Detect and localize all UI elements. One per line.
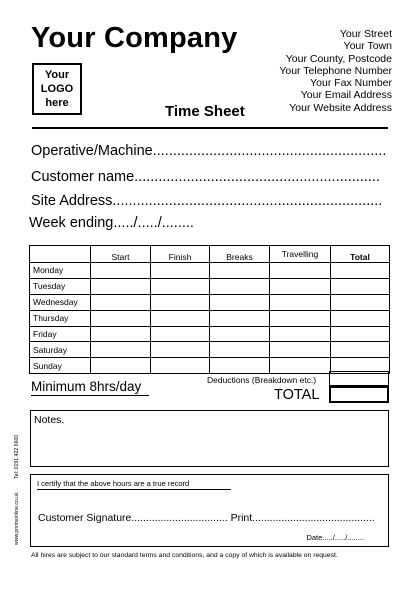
column-header-start: Start: [91, 246, 151, 263]
cell-travelling[interactable]: [270, 358, 331, 374]
table-row: [30, 278, 390, 294]
certify-statement: I certify that the above hours are a true record: [37, 479, 190, 488]
week-ending-field[interactable]: Week ending...../...../........: [29, 215, 194, 231]
company-name: Your Company: [31, 22, 238, 54]
address-telephone: Your Telephone Number: [279, 64, 392, 77]
logo-line: here: [45, 97, 69, 109]
address-town: Your Town: [343, 40, 392, 53]
cell-total[interactable]: [331, 278, 390, 294]
cell-finish[interactable]: [151, 278, 210, 294]
signature-date-field[interactable]: Date...../...../........: [306, 533, 364, 542]
minimum-hours-underline: [31, 395, 149, 396]
customer-name-field[interactable]: Customer name.............................................................: [31, 169, 380, 185]
deductions-label: Deductions (Breakdown etc.): [207, 375, 317, 385]
sheet-title: Time Sheet: [165, 103, 245, 120]
day-label: Sunday: [30, 358, 91, 374]
timesheet-table: [29, 245, 390, 374]
cell-breaks[interactable]: [210, 358, 270, 374]
cell-breaks[interactable]: [210, 310, 270, 326]
cell-start[interactable]: [91, 310, 151, 326]
cell-breaks[interactable]: [210, 278, 270, 294]
certify-underline: [37, 489, 231, 490]
cell-start[interactable]: [91, 263, 151, 279]
address-fax: Your Fax Number: [310, 77, 392, 90]
address-street: Your Street: [339, 28, 392, 40]
cell-finish[interactable]: [151, 263, 210, 279]
logo-line: Your: [44, 69, 70, 81]
table-row: [30, 310, 390, 326]
cell-travelling[interactable]: [270, 294, 331, 310]
table-row: [30, 263, 390, 279]
notes-area[interactable]: [30, 410, 389, 467]
day-label: Monday: [30, 263, 91, 279]
table-row: [30, 294, 390, 310]
address-website: Your Website Address: [289, 101, 392, 114]
printer-website: www.printsonline.co.uk: [14, 492, 20, 545]
column-header-day: [30, 246, 91, 263]
address-county: Your County, Postcode: [285, 52, 392, 65]
minimum-hours-note: Minimum 8hrs/day: [31, 379, 142, 394]
cell-finish[interactable]: [151, 358, 210, 374]
cell-total[interactable]: [331, 310, 390, 326]
cell-total[interactable]: [331, 342, 390, 358]
header-divider: [32, 127, 388, 129]
day-label: Wednesday: [30, 294, 91, 310]
cell-finish[interactable]: [151, 294, 210, 310]
day-label: Thursday: [30, 310, 91, 326]
column-header-travelling: Travelling: [270, 246, 331, 263]
cell-breaks[interactable]: [210, 342, 270, 358]
day-label: Tuesday: [30, 278, 91, 294]
table-header-row: [30, 246, 390, 263]
signature-print-field[interactable]: Customer Signature................................. Print..........................................: [38, 512, 375, 524]
cell-travelling[interactable]: [270, 278, 331, 294]
printer-imprint: [14, 425, 20, 545]
cell-start[interactable]: [91, 342, 151, 358]
cell-total[interactable]: [331, 263, 390, 279]
printer-phone: Tel: 0191 422 6600: [14, 434, 20, 479]
signature-section: [30, 474, 389, 547]
address-email: Your Email Address: [300, 89, 392, 102]
cell-breaks[interactable]: [210, 326, 270, 342]
cell-total[interactable]: [331, 294, 390, 310]
cell-start[interactable]: [91, 278, 151, 294]
cell-total[interactable]: [331, 326, 390, 342]
cell-finish[interactable]: [151, 310, 210, 326]
deductions-input[interactable]: [329, 371, 389, 386]
table-row: [30, 326, 390, 342]
cell-breaks[interactable]: [210, 263, 270, 279]
notes-label: Notes.: [34, 414, 65, 426]
day-label: Friday: [30, 326, 91, 342]
logo-placeholder: [32, 63, 82, 115]
operative-field[interactable]: Operative/Machine..........................................................: [31, 143, 387, 159]
day-label: Saturday: [30, 342, 91, 358]
table-row: [30, 342, 390, 358]
cell-travelling[interactable]: [270, 326, 331, 342]
cell-start[interactable]: [91, 358, 151, 374]
site-address-field[interactable]: Site Address...................................................................: [31, 193, 383, 209]
cell-finish[interactable]: [151, 342, 210, 358]
column-header-breaks: Breaks: [210, 246, 270, 263]
cell-start[interactable]: [91, 326, 151, 342]
cell-travelling[interactable]: [270, 263, 331, 279]
total-input[interactable]: [329, 386, 389, 403]
total-label: TOTAL: [274, 387, 320, 403]
cell-travelling[interactable]: [270, 310, 331, 326]
cell-travelling[interactable]: [270, 342, 331, 358]
terms-footer: All hires are subject to our standard terms and conditions, and a copy of which is available on request.: [31, 552, 338, 559]
cell-finish[interactable]: [151, 326, 210, 342]
column-header-finish: Finish: [151, 246, 210, 263]
column-header-total: Total: [331, 246, 390, 263]
cell-breaks[interactable]: [210, 294, 270, 310]
logo-line: LOGO: [40, 83, 74, 95]
cell-start[interactable]: [91, 294, 151, 310]
company-address: [279, 28, 392, 114]
